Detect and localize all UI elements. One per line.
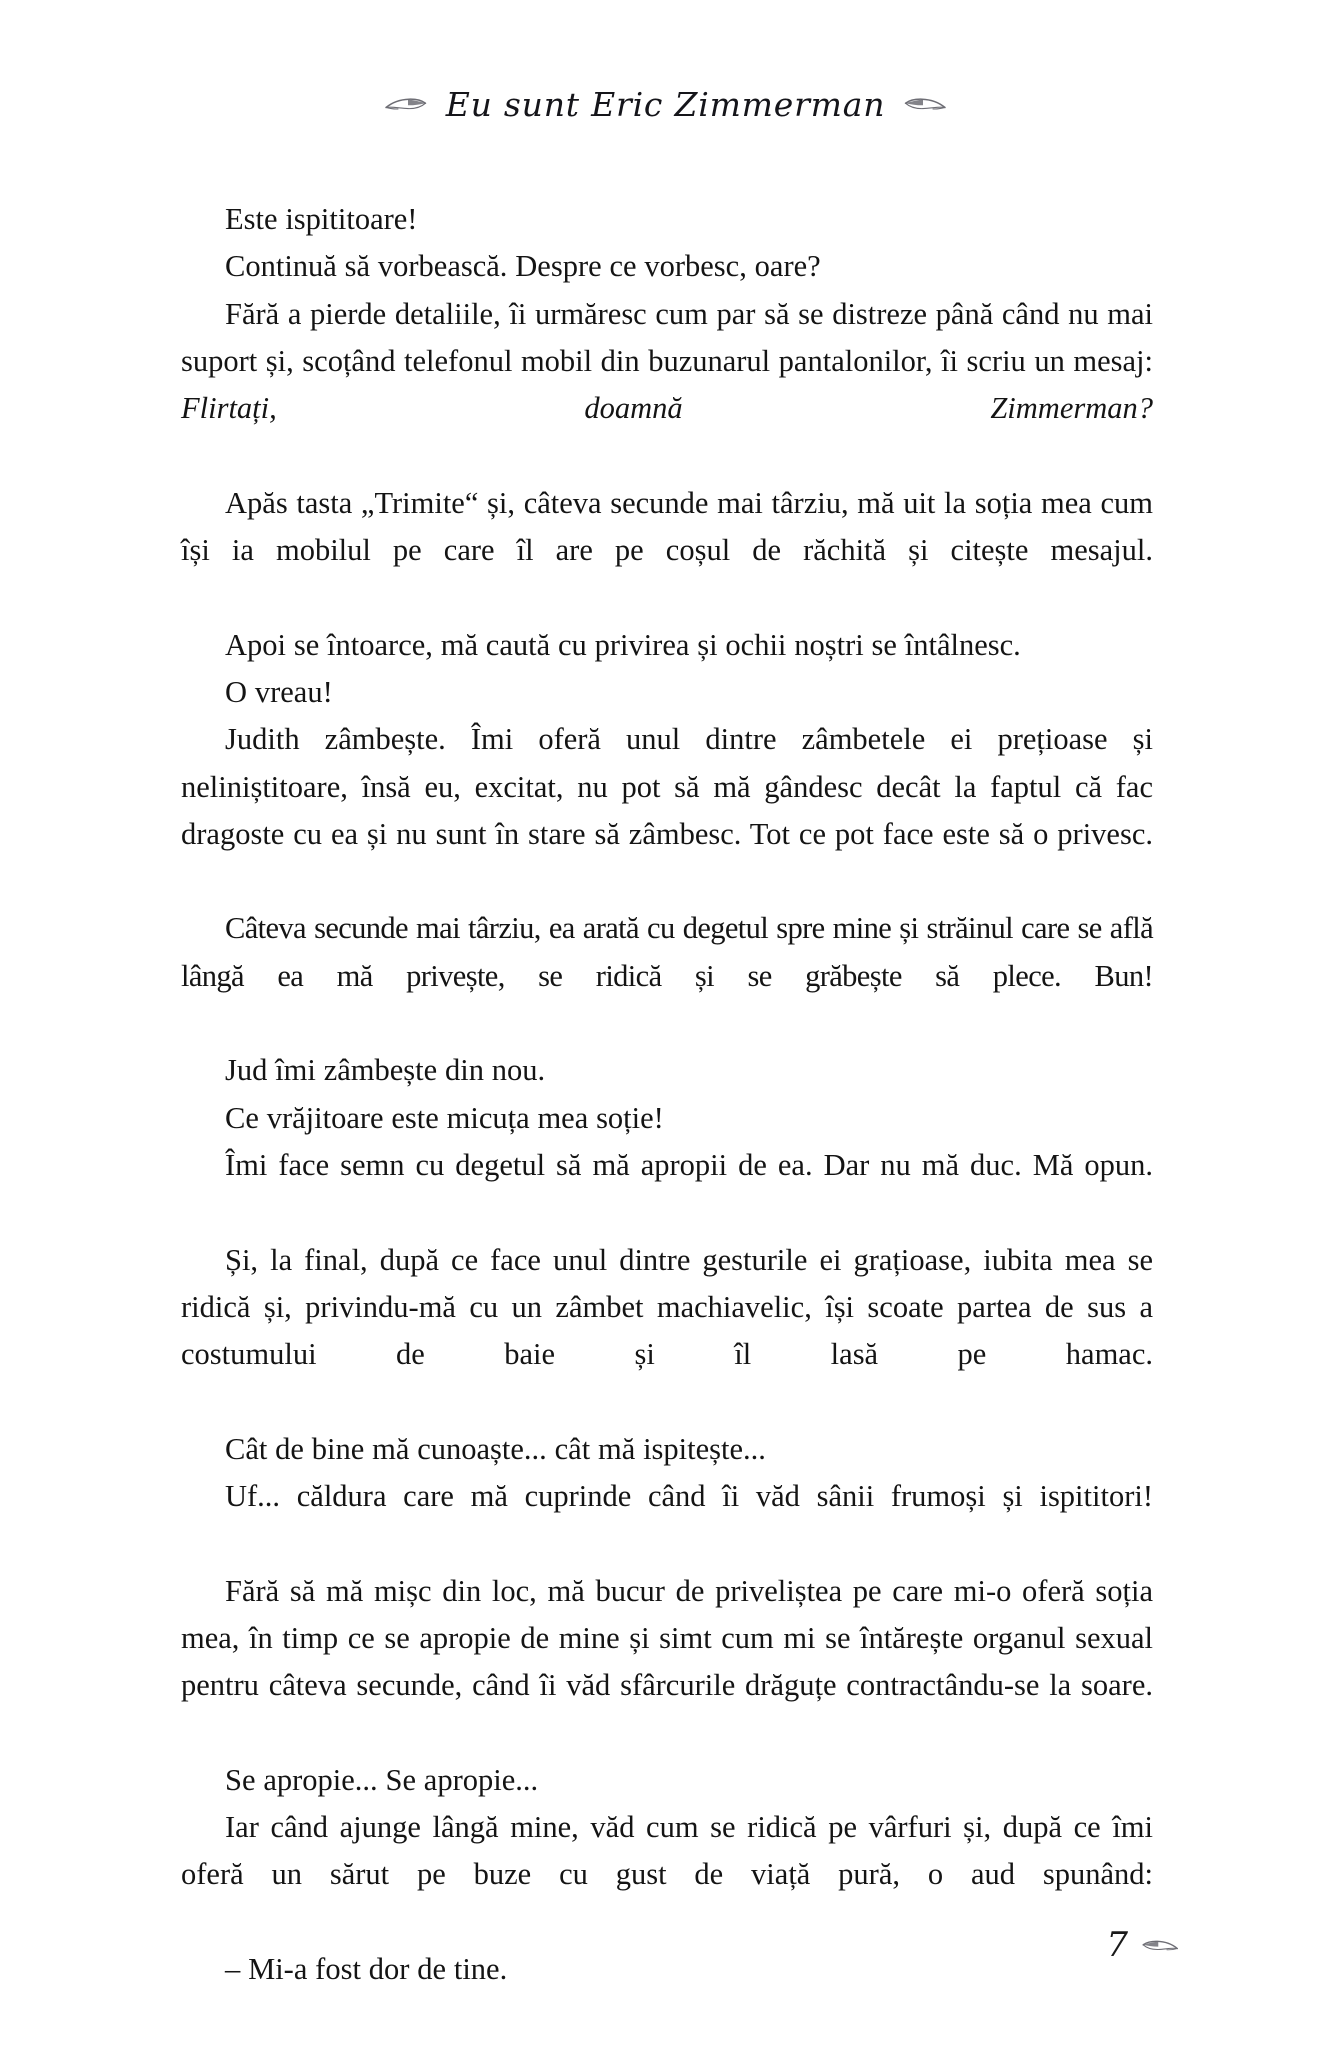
paragraph: Judith zâmbește. Îmi oferă unul dintre zâmbetele ei prețioase și neliniștitoare, însă eu, excitat, nu pot să mă gândesc decât la faptul că fac dragoste cu ea și nu sunt în stare să zâmbesc. Tot ce pot face este să o privesc. (181, 722, 1153, 851)
page-number: 7 (1106, 1925, 1128, 1965)
paragraph-text: Fără a pierde detaliile, îi urmăresc cum par să se distreze până când nu mai suport și, scoțând telefonul mobil din buzunarul pantalonilor, îi scriu un mesaj: (181, 296, 1153, 378)
leaf-flourish-icon-right (903, 93, 947, 115)
paragraph: Îmi face semn cu degetul să mă apropii de ea. Dar nu mă duc. Mă opun. (225, 1147, 1153, 1182)
paragraph: O vreau! (225, 674, 333, 709)
body-text-block (181, 196, 1153, 1993)
leaf-flourish-icon-footer (1141, 1936, 1179, 1955)
running-header (0, 78, 1331, 130)
paragraph: Ce vrăjitoare este micuța mea soție! (225, 1100, 664, 1135)
paragraph: Este ispititoare! (225, 202, 418, 236)
paragraph: Jud îmi zâmbește din nou. (225, 1053, 546, 1088)
paragraph: Iar când ajunge lângă mine, văd cum se ridică pe vârfuri și, după ce îmi oferă un sărut pe buze cu gust de viață pură, o aud spunând: (181, 1810, 1153, 1892)
italic-message: Flirtați, doamnă Zimmerman? (181, 391, 1153, 426)
paragraph-with-italic (181, 291, 1153, 480)
paragraph: Continuă să vorbească. Despre ce vorbesc, oare? (225, 249, 821, 284)
paragraph: Fără să mă mișc din loc, mă bucur de priveliștea pe care mi-o oferă soția mea, în timp ce se apropie de mine și simt cum mi se întărește organul sexual pentru câteva secunde, când îi văd sfârcurile drăguțe contractându-se la soare. (181, 1573, 1153, 1703)
page-title: Eu sunt Eric Zimmerman (445, 84, 886, 124)
paragraph: Uf... căldura care mă cuprinde când îi văd sânii frumoși și ispititori! (225, 1479, 1153, 1514)
page-footer (1106, 1925, 1179, 1965)
leaf-flourish-icon-left (384, 93, 428, 115)
paragraph: Și, la final, după ce face unul dintre gesturile ei grațioase, iubita mea se ridică și, privindu-mă cu un zâmbet machiavelic, își scoate partea de sus a costumului de baie și îl lasă pe hamac. (181, 1242, 1153, 1372)
paragraph: Apoi se întoarce, mă caută cu privirea și ochii noștri se întâlnesc. (225, 627, 1021, 662)
paragraph: – Mi-a fost dor de tine. (225, 1951, 508, 1986)
paragraph: Cât de bine mă cunoaște... cât mă ispitește... (225, 1431, 766, 1466)
paragraph: Apăs tasta „Trimite“ și, câteva secunde mai târziu, mă uit la soția mea cum își ia mobilul pe care îl are pe coșul de răchită și citește mesajul. (181, 485, 1153, 568)
paragraph: Câteva secunde mai târziu, ea arată cu degetul spre mine și străinul care se află lângă ea mă privește, se ridică și se grăbește să plece. Bun! (181, 911, 1153, 993)
paragraph: Se apropie... Se apropie... (225, 1762, 539, 1797)
